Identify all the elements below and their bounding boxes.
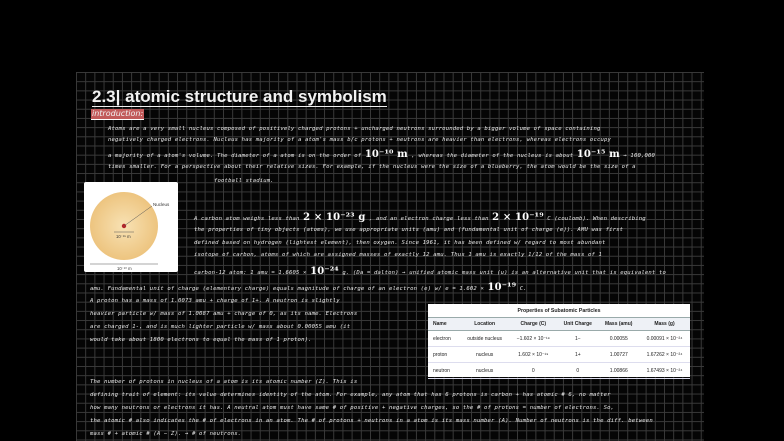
table-caption: Properties of Subatomic Particles (517, 308, 601, 314)
note-line: defining trait of element: its value determines identity of the atom. For example, any atom that has 6 protons is carbon + has atomic # 6, no matter (90, 392, 611, 398)
table-cell: electron (428, 331, 460, 347)
note-line: are charged 1-, and is much lighter particle w/ mass about 0.00055 amu (it (90, 324, 351, 330)
note-line: the properties of tiny objects (atoms), we use appropriate units (amu) and (fundamental unit of charge (e)). AMU was first (194, 227, 624, 233)
header-mass-g: Mass (g) (639, 318, 690, 331)
nucleus-label: Nucleus (153, 202, 170, 207)
table-cell: 0 (509, 363, 557, 379)
notes-page (76, 72, 704, 441)
header-charge: Charge (C) (509, 318, 557, 331)
table-cell: nucleus (460, 363, 510, 379)
note-line: a majority of a atom's volume. The diameter of a atom is on the order of 10⁻¹⁰ m , whereas the diameter of the nucleus is about 10⁻¹⁵ m → 100,000 (108, 149, 656, 160)
handwritten-exponent: 10⁻²⁴ (310, 266, 339, 277)
header-mass-amu: Mass (amu) (599, 318, 639, 331)
table-row (428, 363, 690, 379)
note-line: would take about 1800 electrons to equal the mass of 1 proton). (90, 337, 312, 343)
nucleus-size-label: 10⁻¹⁵ m (116, 234, 131, 239)
table-cell: 1− (557, 331, 598, 347)
note-line: carbon-12 atom: 1 amu = 1.6605 × 10⁻²⁴ g. (Da = dalton) → unified atomic mass unit (u) is an alternative unit that is equivalent to (194, 266, 666, 277)
note-line: A proton has a mass of 1.0073 amu + charge of 1+. A neutron is slightly (90, 298, 340, 304)
note-line: defined based on hydrogen (lightest element), then oxygen. Since 1961, it has been defined w/ regard to most abundant (194, 240, 606, 246)
note-line: The number of protons in nucleus of a atom is its atomic number (Z). This is (90, 379, 358, 385)
handwritten-exponent: 2 × 10⁻¹⁹ (492, 212, 544, 223)
table-cell: 0.00091 × 10⁻²⁴ (639, 331, 690, 347)
table-row (428, 331, 690, 347)
atom-size-label: 10⁻¹⁰ m (117, 266, 132, 271)
table-cell: 1.00727 (599, 347, 639, 363)
table-cell: 1.67493 × 10⁻²⁴ (639, 363, 690, 379)
handwritten-exponent: 2 × 10⁻²³ g (303, 212, 366, 223)
table-cell: 0.00055 (599, 331, 639, 347)
section-label: introduction: (92, 109, 144, 118)
handwritten-exponent: 10⁻¹⁰ m (364, 149, 408, 160)
table-cell: proton (428, 347, 460, 363)
note-line: A carbon atom weighs less than 2 × 10⁻²³ g , and an electron charge less than 2 × 10⁻¹⁹ C (coulomb). When describing (194, 212, 646, 223)
note-line: the atomic # also indicates the # of electrons in an atom. The # of protons + neutrons in a atom is its mass number (A). Number of neutrons is the diff. between (90, 418, 653, 424)
table-cell: 1+ (557, 347, 598, 363)
table-cell: outside nucleus (460, 331, 510, 347)
table-cell: 1.602 × 10⁻¹⁹ (509, 347, 557, 363)
note-line: football stadium. (214, 178, 274, 184)
table-cell: neutron (428, 363, 460, 379)
table-cell: 1.00866 (599, 363, 639, 379)
header-location: Location (460, 318, 510, 331)
subatomic-particles-table (428, 304, 690, 377)
note-line: isotope of carbon, atoms of which are assigned masses of exactly 12 amu. Thus 1 amu is exactly 1/12 of the mass of 1 (194, 252, 603, 258)
note-line: negatively charged electrons. Nucleus has majority of a atom's mass b/c protons + neutrons are heavier than electrons, whereas electrons occupy (108, 137, 612, 143)
handwritten-exponent: 10⁻¹⁵ m (576, 149, 620, 160)
note-line: mass # + atomic # (A − Z). → # of neutrons. (90, 431, 242, 437)
table-cell: −1.602 × 10⁻¹⁹ (509, 331, 557, 347)
table-row (428, 347, 690, 363)
note-line: Atoms are a very small nucleus composed of positively charged protons + uncharged neutrons surrounded by a bigger volume of space containing (108, 126, 601, 132)
table-cell: 0 (557, 363, 598, 379)
table-header-row (428, 318, 690, 331)
table-cell: 1.67262 × 10⁻²⁴ (639, 347, 690, 363)
note-line: amu. Fundamental unit of charge (elementary charge) equals magnitude of charge of an electron (e) w/ e = 1.602 × 10⁻¹⁹ C. (90, 282, 527, 293)
header-name: Name (428, 318, 460, 331)
note-line: heavier particle w/ mass of 1.0087 amu + charge of 0, as its name. Electrons (90, 311, 358, 317)
atom-diagram (84, 182, 178, 272)
note-line: times smaller. For a perspective about their relative sizes. For example, if the nucleus were the size of a blueberry, the atom would be the size of a (108, 164, 636, 170)
table-cell: nucleus (460, 347, 510, 363)
page-title: 2.3| atomic structure and symbolism (92, 87, 387, 106)
handwritten-exponent: 10⁻¹⁹ (487, 282, 517, 293)
header-unit-charge: Unit Charge (557, 318, 598, 331)
note-line: how many neutrons or electrons it has. A neutral atom must have same # of positive + negative charges, so the # of protons = number of electrons. So, (90, 405, 615, 411)
